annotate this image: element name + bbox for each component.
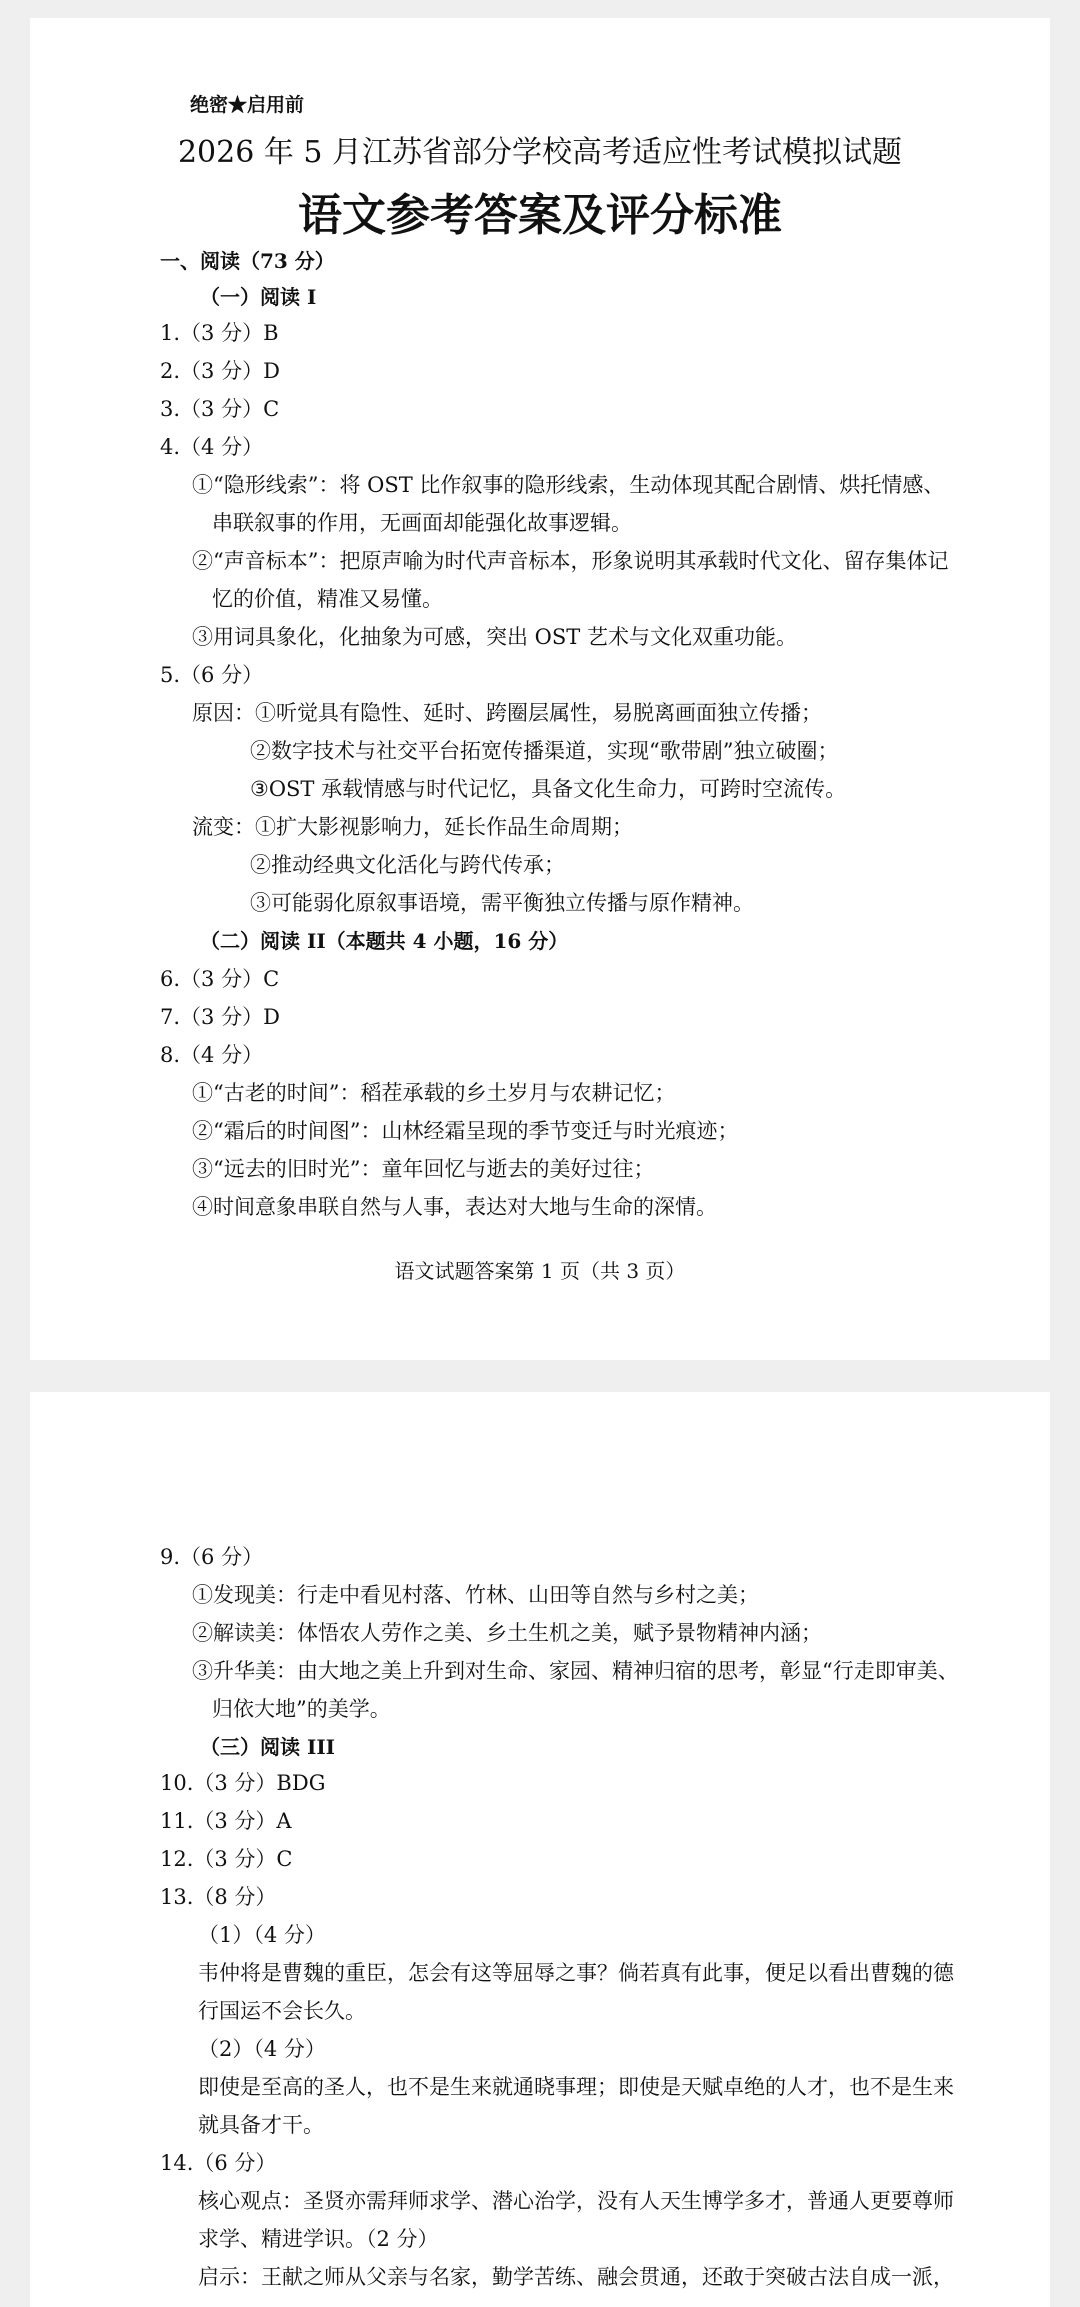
answer-line: 串联叙事的作用，无画面却能强化故事逻辑。 xyxy=(212,511,632,535)
answer-line: ②数字技术与社交平台拓宽传播渠道，实现“歌带剧”独立破圈； xyxy=(250,739,839,763)
answer-line: ③可能弱化原叙事语境，需平衡独立传播与原作精神。 xyxy=(250,891,754,915)
page-footer: 语文试题答案第 1 页（共 3 页） xyxy=(394,1259,686,1283)
answer-line: 就具备才干。 xyxy=(198,2113,324,2137)
answer-line: 启示：王献之师从父亲与名家，勤学苦练、融会贯通，还敢于突破古法自成一派， xyxy=(198,2265,954,2289)
answer-line: 11.（3 分）A xyxy=(160,1809,292,1833)
answer-page-2 xyxy=(30,1392,1050,2307)
subsection-heading: （三）阅读 III xyxy=(200,1735,336,1759)
answer-line: 求学、精进学识。（2 分） xyxy=(198,2227,439,2251)
answer-line: ③升华美：由大地之美上升到对生命、家园、精神归宿的思考，彰显“行走即审美、 xyxy=(192,1659,959,1683)
subsection-heading: （二）阅读 II（本题共 4 小题，16 分） xyxy=(200,929,569,953)
answer-line: 12.（3 分）C xyxy=(160,1847,293,1871)
answer-line: 8.（4 分） xyxy=(160,1043,264,1067)
answer-line: ①“古老的时间”：稻茬承载的乡土岁月与农耕记忆； xyxy=(192,1081,676,1105)
answer-line: （2）（4 分） xyxy=(198,2037,326,2061)
answer-line: ②“霜后的时间图”：山林经霜呈现的季节变迁与时光痕迹； xyxy=(192,1119,739,1143)
answer-line: 忆的价值，精准又易懂。 xyxy=(212,587,443,611)
answer-page-1 xyxy=(30,18,1050,1360)
answer-line: 10.（3 分）BDG xyxy=(160,1771,326,1795)
confidential-mark: 绝密★启用前 xyxy=(190,94,305,116)
answer-line: 即使是至高的圣人，也不是生来就通晓事理；即使是天赋卓绝的人才，也不是生来 xyxy=(198,2075,954,2099)
answer-line: ③“远去的旧时光”：童年回忆与逝去的美好过往； xyxy=(192,1157,655,1181)
subsection-heading: （一）阅读 I xyxy=(200,285,317,309)
answer-line: ①“隐形线索”：将 OST 比作叙事的隐形线索，生动体现其配合剧情、烘托情感、 xyxy=(192,473,945,497)
answer-line: （1）（4 分） xyxy=(198,1923,326,1947)
document-title: 语文参考答案及评分标准 xyxy=(298,190,782,241)
answer-line: 3.（3 分）C xyxy=(160,397,280,421)
answer-line: ④时间意象串联自然与人事，表达对大地与生命的深情。 xyxy=(192,1195,717,1219)
answer-line: ①发现美：行走中看见村落、竹林、山田等自然与乡村之美； xyxy=(192,1583,759,1607)
answer-line: 5.（6 分） xyxy=(160,663,264,687)
answer-line: 归依大地”的美学。 xyxy=(212,1697,391,1721)
answer-line: 韦仲将是曹魏的重臣，怎会有这等屈辱之事？倘若真有此事，便足以看出曹魏的德 xyxy=(198,1961,954,1985)
answer-line: 1.（3 分）B xyxy=(160,321,279,345)
answer-line: ②“声音标本”：把原声喻为时代声音标本，形象说明其承载时代文化、留存集体记 xyxy=(192,549,949,573)
answer-line: 7.（3 分）D xyxy=(160,1005,280,1029)
answer-line: ③OST 承载情感与时代记忆，具备文化生命力，可跨时空流传。 xyxy=(250,777,847,801)
exam-title: 2026 年 5 月江苏省部分学校高考适应性考试模拟试题 xyxy=(177,135,903,170)
answer-line: ②解读美：体悟农人劳作之美、乡土生机之美，赋予景物精神内涵； xyxy=(192,1621,822,1645)
answer-line: 6.（3 分）C xyxy=(160,967,280,991)
answer-line: 13.（8 分） xyxy=(160,1885,277,1909)
answer-line: ③用词具象化，化抽象为可感，突出 OST 艺术与文化双重功能。 xyxy=(192,625,797,649)
answer-line: 14.（6 分） xyxy=(160,2151,277,2175)
answer-line: ②推动经典文化活化与跨代传承； xyxy=(250,853,565,877)
answer-line: 行国运不会长久。 xyxy=(198,1999,366,2023)
answer-line: 核心观点：圣贤亦需拜师求学、潜心治学，没有人天生博学多才，普通人更要尊师 xyxy=(198,2189,954,2213)
answer-line: 原因：①听觉具有隐性、延时、跨圈层属性，易脱离画面独立传播； xyxy=(192,701,822,725)
answer-line: 流变：①扩大影视影响力，延长作品生命周期； xyxy=(192,815,633,839)
answer-line: 2.（3 分）D xyxy=(160,359,280,383)
answer-line: 9.（6 分） xyxy=(160,1545,264,1569)
section-heading: 一、阅读（73 分） xyxy=(160,249,335,273)
answer-line: 4.（4 分） xyxy=(160,435,264,459)
